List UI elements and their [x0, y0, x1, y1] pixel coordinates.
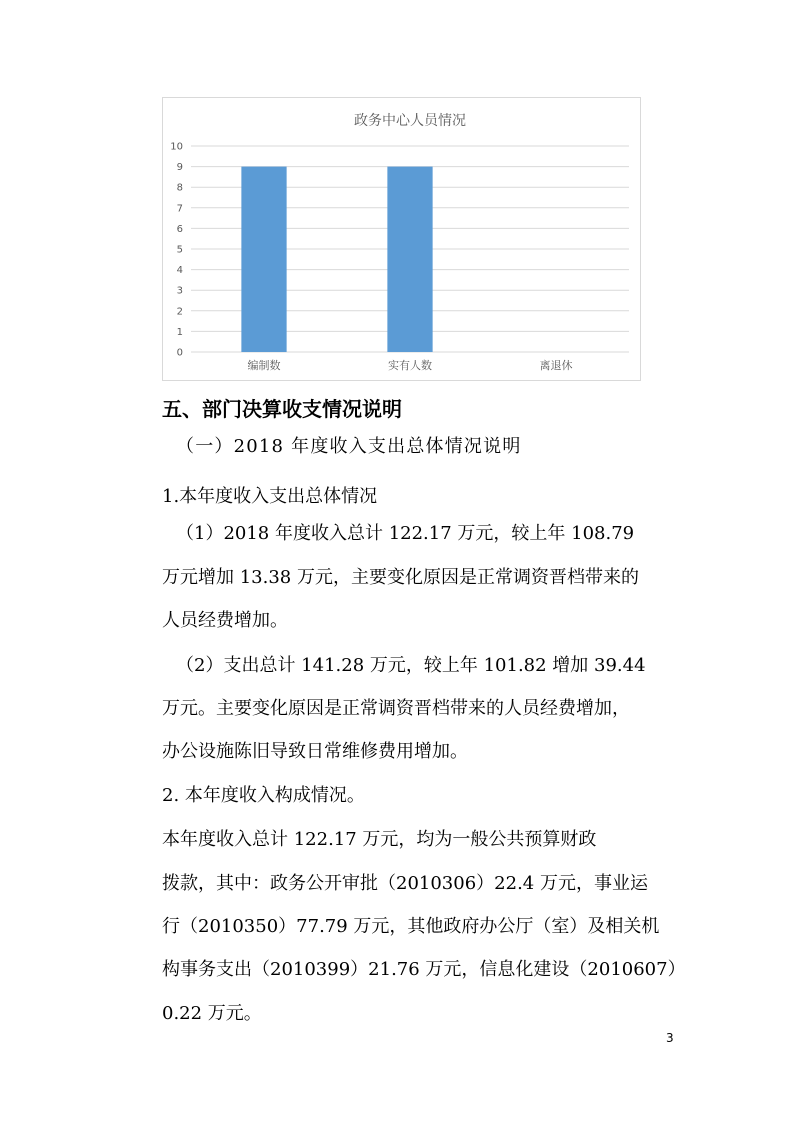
y-tick-label: 10	[170, 141, 183, 153]
staff-chart	[162, 97, 641, 381]
y-tick-label: 1	[176, 326, 183, 338]
item1-title: 1.本年度收入支出总体情况	[162, 486, 378, 507]
para1-line1: （1）2018 年度收入总计 122.17 万元，较上年 108.79	[176, 523, 635, 544]
page-number: 3	[666, 1031, 674, 1045]
para3-line3: 行（2010350）77.79 万元，其他政府办公厅（室）及相关机	[162, 916, 660, 937]
y-tick-label: 4	[176, 265, 183, 277]
para3-line2: 拨款，其中：政务公开审批（2010306）22.4 万元，事业运	[162, 873, 648, 894]
y-tick-label: 7	[176, 203, 183, 215]
para3-line5: 0.22 万元。	[162, 1003, 262, 1024]
y-tick-label: 3	[176, 285, 183, 297]
bar-0	[241, 167, 286, 352]
y-tick-label: 2	[176, 306, 183, 318]
subsection-heading: （一）2018 年度收入支出总体情况说明	[176, 436, 522, 457]
x-tick-label: 实有人数	[388, 359, 432, 372]
para2-line2: 万元。主要变化原因是正常调资晋档带来的人员经费增加，	[162, 698, 630, 719]
x-tick-label: 离退休	[539, 359, 573, 372]
para2-line1: （2）支出总计 141.28 万元，较上年 101.82 增加 39.44	[176, 655, 646, 676]
y-tick-label: 6	[176, 223, 183, 235]
bar-1	[387, 167, 432, 352]
para3-line4: 构事务支出（2010399）21.76 万元，信息化建设（2010607）	[162, 959, 686, 980]
x-tick-label: 编制数	[247, 359, 281, 372]
y-tick-label: 8	[176, 182, 183, 194]
y-tick-label: 0	[176, 347, 183, 359]
section-heading: 五、部门决算收支情况说明	[162, 397, 402, 421]
y-tick-label: 9	[176, 162, 183, 174]
para1-line2: 万元增加 13.38 万元，主要变化原因是正常调资晋档带来的	[162, 567, 639, 588]
y-tick-label: 5	[176, 244, 183, 256]
chart-title: 政务中心人员情况	[354, 113, 466, 129]
para2-line3: 办公设施陈旧导致日常维修费用增加。	[162, 741, 468, 762]
item2-title: 2. 本年度收入构成情况。	[162, 785, 365, 806]
staff-chart-svg	[163, 98, 640, 380]
para3-line1: 本年度收入总计 122.17 万元，均为一般公共预算财政	[162, 829, 597, 850]
para1-line3: 人员经费增加。	[162, 610, 288, 631]
